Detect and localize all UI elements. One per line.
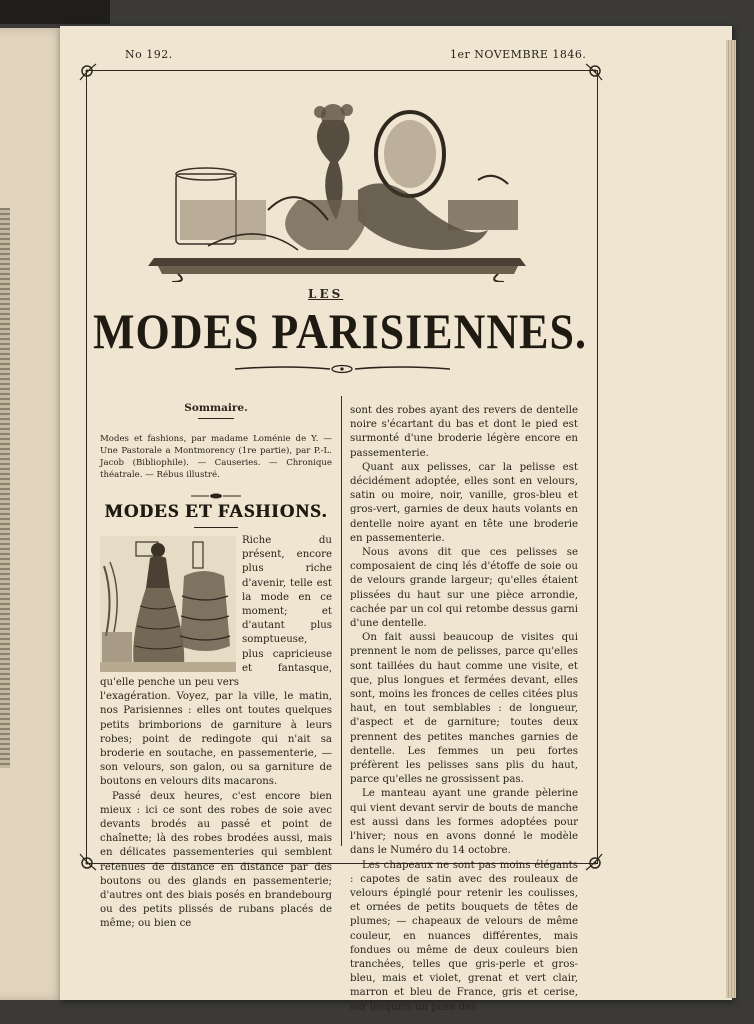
- sommaire-heading: Sommaire.: [184, 402, 248, 414]
- right-paragraph: Le manteau ayant une grande pèlerine qui vient devant servir de bouts de manche est aussi dans les formes adoptées pour l'hiver; nous en avons donné le modèle dans le Numéro du 14 octobre.: [350, 788, 578, 857]
- masthead-les: LES: [308, 287, 344, 301]
- figure-paragraph: Riche du présent, encore plus riche d'avenir, telle est la mode en ce moment; et d'autant plus somptueuse, plus capricieuse et fantasque, qu'elle penche un peu vers: [100, 535, 332, 689]
- corner-ornament-icon: [578, 62, 604, 88]
- issue-number: No 192.: [125, 48, 173, 61]
- sommaire-text: Modes et fashions, par madame Loménie de Y. — Une Pastorale a Montmorency (1re partie), par P.-L. Jacob (Bibliophile). — Causeries. — Chronique théatrale. — Rébus illustré.: [100, 434, 332, 480]
- right-paragraph: Nous avons dit que ces pelisses se composaient de cinq lés d'étoffe de soie ou de velours grande largeur; qu'elles étaient plissées du haut sur une pièce arrondie, cachée par un col qui retombe dessus garni d'une dentelle.: [350, 547, 578, 630]
- section-title: MODES ET FASHIONS.: [104, 501, 328, 522]
- facing-page: [0, 28, 66, 1000]
- column-divider: [341, 396, 342, 846]
- small-ornament: [100, 485, 332, 493]
- illustrated-paragraph: [100, 534, 332, 690]
- right-paragraph: sont des robes ayant des revers de dentelle noire s'écartant du bas et dont le pied est surmonté d'une broderie légère encore en passementerie.: [350, 405, 578, 459]
- fashion-illustration: [100, 536, 236, 672]
- still-life-engraving: [148, 100, 528, 282]
- right-paragraph: Quant aux pelisses, car la pelisse est décidément adoptée, elles sont en velours, satin ou moire, noir, vanille, gros-bleu et gros-vert, garnies de deux hauts volants en dentelle noire ayant en tête une broderie en passementerie.: [350, 461, 578, 544]
- section-rule: [194, 527, 238, 528]
- corner-ornament-icon: [578, 846, 604, 872]
- flourish-icon: [235, 364, 450, 374]
- small-flourish-icon: [191, 492, 241, 500]
- left-paragraph: Passé deux heures, c'est encore bien mieux : ici ce sont des robes de soie avec devants brodés au passé et point de chaînette; là des robes brodées aussi, mais en délicates passementeries qui semblent retenues de distance en distance par des boutons ou des glands en passementerie; d'autres ont des biais posés en brandebourg ou des petits plissés de rubans placés de même; ou bien ce: [100, 790, 332, 930]
- right-paragraph: Les chapeaux ne sont pas moins élégants : capotes de satin avec des rouleaux de velours épinglé pour retenir les coulisses, et ornées de petits bouquets de têtes de plumes; — chapeaux de velours de même couleur, en nuances différentes, mais fondues ou même de deux couleurs bien tranchées, telles que gris-perle et gros-bleu, mais et violet, grenat et vert clair, marron et bleu de France, gris et cerise, sur lesquels on pose des: [350, 859, 578, 1013]
- sommaire-rule: [198, 418, 234, 419]
- facing-page-engraving: [0, 208, 10, 768]
- right-paragraph: On fait aussi beaucoup de visites qui prennent le nom de pelisses, parce qu'elles sont taillées du haut comme une visite, et que, plus longues et fermées devant, elles sont, moins les fronces de celles citées plus haut, en tout semblables : de longueur, d'aspect et de garniture; toutes deux prennent des petites manches garnies de dentelle. Les femmes un peu fortes préfèrent les pelisses sans plis du haut, parce qu'elles ne grossissent pas.: [350, 632, 578, 786]
- background-strip: [0, 0, 110, 24]
- page-edge: [726, 40, 736, 998]
- left-paragraph: l'exagération. Voyez, par la ville, le matin, nos Parisiennes : elles ont toutes quelques petits brimborions de garniture à leurs robes; point de redingote qui n'ait sa broderie en soutache, en passementerie, — son velours, son galon, ou sa garniture de boutons en velours dits macarons.: [100, 691, 332, 788]
- right-column: [350, 404, 578, 1015]
- left-column: [100, 400, 332, 932]
- issue-date: 1er NOVEMBRE 1846.: [450, 48, 587, 61]
- corner-ornament-icon: [78, 62, 104, 88]
- masthead-title: MODES PARISIENNES.: [93, 304, 587, 359]
